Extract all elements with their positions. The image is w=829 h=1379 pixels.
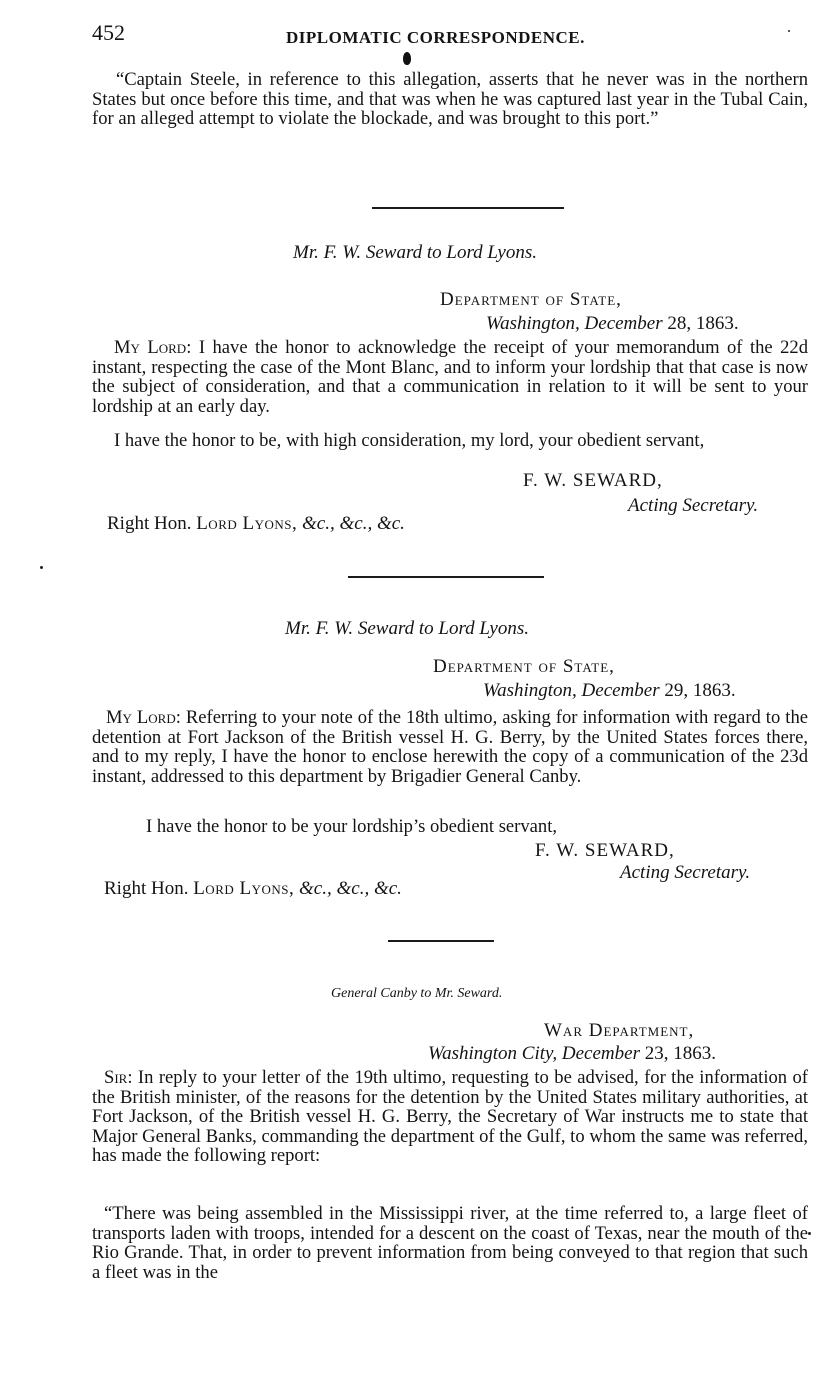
letter2-closing: I have the honor to be your lordship’s obedient servant,	[146, 816, 558, 837]
letter3-quote: “There was being assembled in the Mississippi river, at the time referred to, a large fleet of transports laden with troops, intended for a descent on the coast of Texas, near the mouth of the Rio Grande. That, in order to prevent information from being conveyed to that region that such a fleet was in the	[92, 1203, 808, 1283]
letter1-heading: Mr. F. W. Seward to Lord Lyons.	[293, 242, 538, 263]
letter3-place-date: Washington City, December	[428, 1043, 640, 1064]
letter1-closing: I have the honor to be, with high consideration, my lord, your obedient servant,	[114, 430, 705, 451]
letter3-heading: General Canby to Mr. Seward.	[331, 986, 503, 1001]
print-speck	[788, 30, 790, 32]
letter1-addressee-prefix: Right Hon.	[107, 513, 192, 534]
letter2-place-date: Washington, December	[483, 680, 660, 701]
letter3-department: War Department,	[544, 1020, 695, 1041]
section-divider	[388, 940, 494, 942]
letter1-department: Department of State,	[440, 289, 622, 310]
letter3-salutation: Sir	[104, 1067, 128, 1088]
letter2-signature: F. W. SEWARD,	[535, 840, 675, 861]
print-speck	[40, 566, 43, 569]
letter1-body	[92, 338, 808, 416]
letter1-place-date: Washington, December	[486, 313, 663, 334]
letter1-signature-title: Acting Secretary.	[628, 495, 759, 516]
letter2-addressee-name: Lord Lyons,	[193, 878, 295, 899]
letter1-addressee-suffix: &c., &c., &c.	[302, 513, 405, 534]
letter2-heading: Mr. F. W. Seward to Lord Lyons.	[285, 618, 530, 639]
letter2-date	[483, 680, 736, 702]
letter2-date-num: 29, 1863.	[664, 680, 736, 701]
letter2-addressee-suffix: &c., &c., &c.	[299, 878, 402, 899]
section-divider	[348, 576, 544, 578]
section-divider	[372, 207, 564, 209]
running-title: DIPLOMATIC CORRESPONDENCE.	[286, 28, 585, 47]
letter2-body-text: : Referring to your note of the 18th ultimo, asking for information with regard to the detention at Fort Jackson of the British vessel H. G. Berry, by the United States forces there, and to my reply, I have the honor to enclose herewith the copy of a communication of the 23d instant, addressed to this department by Brigadier General Canby.	[92, 707, 808, 787]
letter1-date	[486, 313, 739, 335]
ink-blot	[403, 52, 411, 65]
letter1-salutation: My Lord	[114, 337, 187, 358]
letter1-body-text: : I have the honor to acknowledge the receipt of your memorandum of the 22d instant, respecting the case of the Mont Blanc, and to inform your lordship that that case is now the subject of consideration, and that a communication in relation to it will be sent to your lordship at an early day.	[92, 337, 809, 417]
page-number: 452	[92, 20, 125, 45]
letter1-addressee-name: Lord Lyons,	[196, 513, 298, 534]
letter3-date	[428, 1043, 716, 1065]
letter2-body	[92, 708, 808, 786]
letter1-date-num: 28, 1863.	[667, 313, 739, 334]
letter3-date-num: 23, 1863.	[644, 1043, 716, 1064]
print-speck	[808, 1232, 811, 1235]
letter2-department: Department of State,	[433, 656, 615, 677]
letter3-body	[92, 1068, 808, 1166]
letter1-signature: F. W. SEWARD,	[523, 470, 663, 491]
letter2-addressee-prefix: Right Hon.	[104, 878, 189, 899]
letter3-body-text: : In reply to your letter of the 19th ultimo, requesting to be advised, for the information of the British minister, of the reasons for the detention by the United States military authorities, at Fort Jackson, of the British vessel H. G. Berry, the Secretary of War instructs me to state that Major General Banks, commanding the department of the Gulf, to whom the same was referred, has made the following report:	[92, 1067, 808, 1167]
letter1-addressee	[107, 513, 405, 535]
quote-paragraph-top: “Captain Steele, in reference to this allegation, asserts that he never was in the northern States but once before this time, and that was when he was captured last year in the Tubal Cain, for an alleged attempt to violate the blockade, and was brought to this port.”	[92, 69, 808, 130]
letter2-addressee	[104, 878, 402, 900]
letter2-salutation: My Lord	[106, 707, 176, 728]
letter2-signature-title: Acting Secretary.	[620, 862, 751, 883]
